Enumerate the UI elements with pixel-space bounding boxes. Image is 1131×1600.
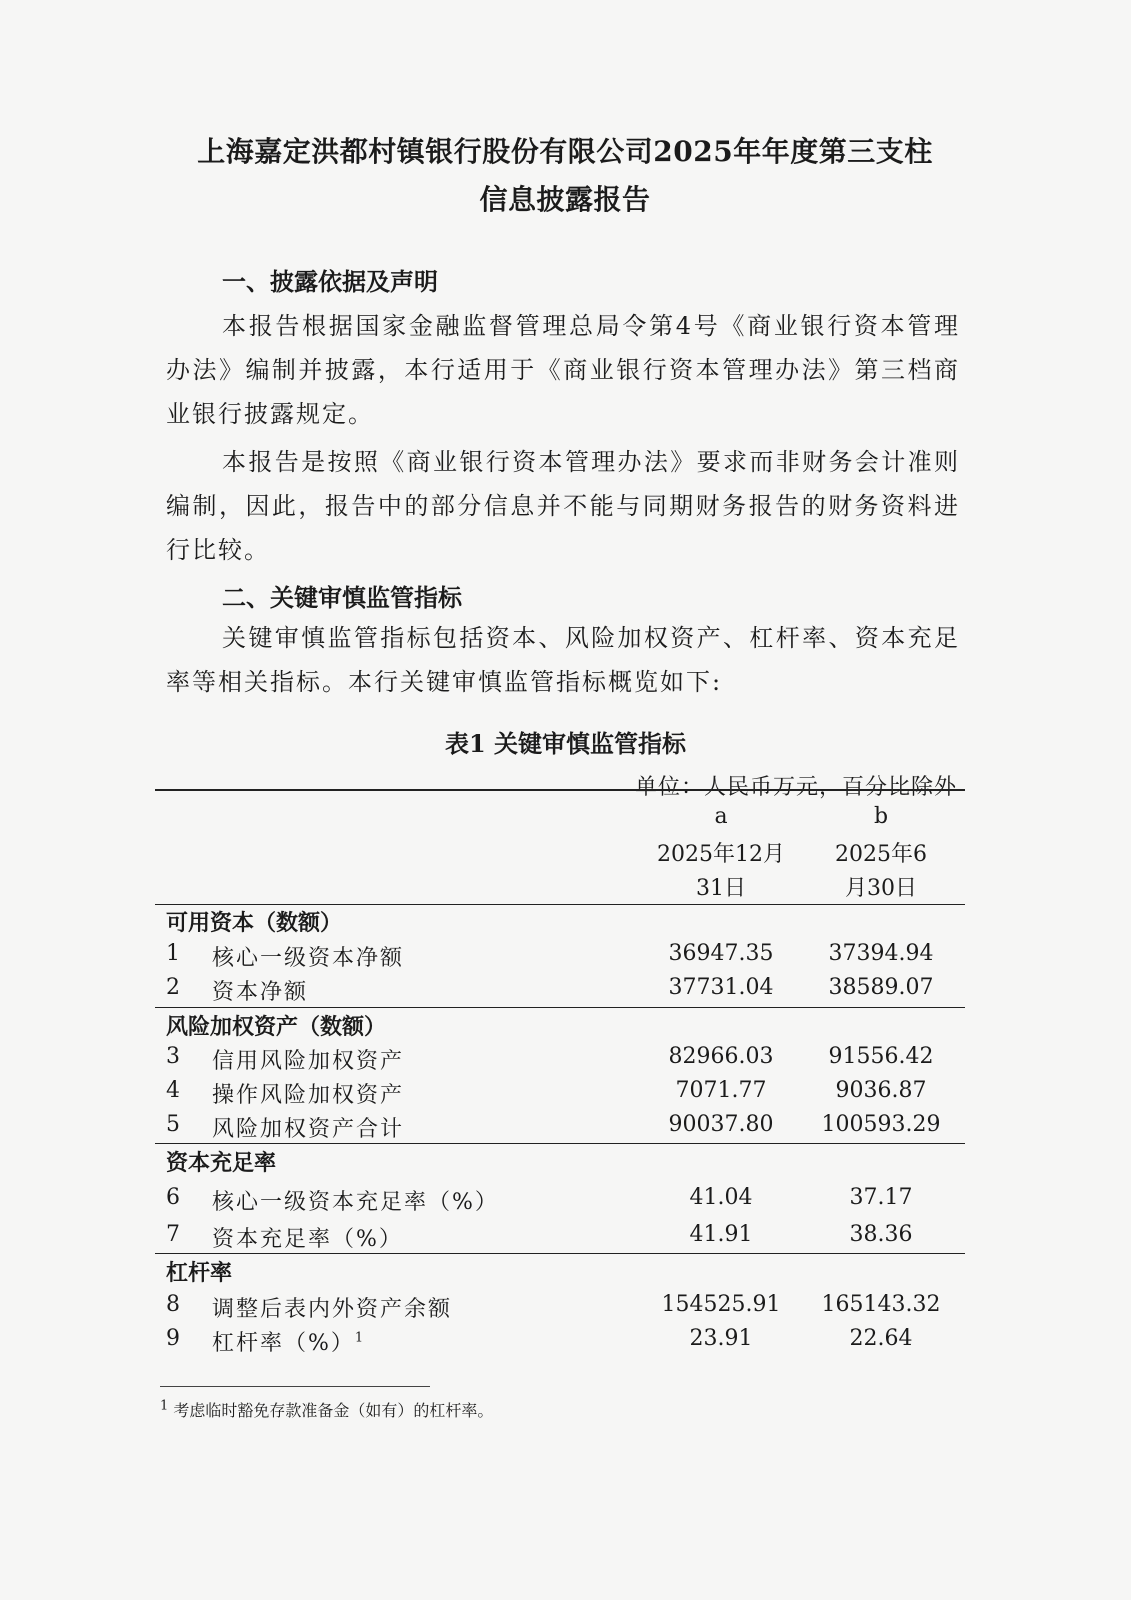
row-number: 1: [166, 941, 180, 966]
value-a: 37731.04: [668, 975, 774, 1000]
section2-paragraph1: 关键审慎监管指标包括资本、风险加权资产、杠杆率、资本充足率等相关指标。本行关键审慎监管指标概览如下:: [166, 624, 960, 696]
value-a: 41.91: [689, 1222, 753, 1247]
row-number: 7: [166, 1222, 180, 1247]
row-label: 信用风险加权资产: [212, 1049, 405, 1074]
row-number: 4: [166, 1078, 180, 1103]
value-b: 91556.42: [828, 1044, 934, 1069]
footnote: [160, 1398, 493, 1421]
row-number: 9: [166, 1326, 180, 1351]
column-a-date-line1: 2025年12月: [657, 842, 785, 867]
row-label: 杠杆率（%）: [212, 1331, 355, 1356]
footnote-text: 考虑临时豁免存款准备金（如有）的杠杆率。: [173, 1401, 494, 1420]
value-a: 41.04: [689, 1185, 753, 1210]
value-a: 23.91: [689, 1326, 753, 1351]
column-b-header: [806, 800, 956, 906]
column-b-date-line1: 2025年6: [835, 842, 927, 867]
row-label: 核心一级资本充足率（%）: [212, 1190, 499, 1215]
section-rule-2: [155, 1143, 965, 1144]
value-b: 37.17: [849, 1185, 913, 1210]
value-a: 90037.80: [668, 1112, 774, 1137]
section-rule-3: [155, 1253, 965, 1254]
column-b-letter: b: [873, 804, 889, 829]
row-number: 5: [166, 1112, 180, 1137]
value-a: 7071.77: [675, 1078, 767, 1103]
row-number: 8: [166, 1292, 180, 1317]
report-title: [140, 128, 990, 224]
section-capital-adequacy: 资本充足率: [166, 1150, 277, 1176]
table-title: 表1 关键审慎监管指标: [444, 729, 687, 758]
section2-heading: 二、关键审慎监管指标: [222, 583, 462, 612]
row-label: 调整后表内外资产余额: [212, 1297, 453, 1322]
value-b: 9036.87: [835, 1078, 927, 1103]
value-b: 37394.94: [828, 941, 934, 966]
row-label: 操作风险加权资产: [212, 1083, 405, 1108]
column-a-header: [646, 800, 796, 906]
row-number: 6: [166, 1185, 180, 1210]
column-a-date-line2: 31日: [696, 876, 746, 901]
row-label: 核心一级资本净额: [212, 946, 405, 971]
value-b: 38589.07: [828, 975, 934, 1000]
section1-paragraph2: 本报告是按照《商业银行资本管理办法》要求而非财务会计准则编制，因此，报告中的部分信息并不能与同期财务报告的财务资料进行比较。: [166, 448, 960, 564]
row-number: 3: [166, 1044, 180, 1069]
value-a: 154525.91: [661, 1292, 781, 1317]
table-unit-note: 单位：人民币万元，百分比除外: [634, 775, 957, 800]
row-label-with-footnote: [212, 1326, 365, 1357]
value-b: 165143.32: [821, 1292, 941, 1317]
column-a-letter: a: [714, 804, 728, 829]
row-label: 资本净额: [212, 980, 309, 1005]
report-title-line1: 上海嘉定洪都村镇银行股份有限公司2025年年度第三支柱: [197, 135, 933, 168]
value-a: 36947.35: [668, 941, 774, 966]
footnote-number: 1: [160, 1398, 169, 1414]
section-rule-1: [155, 1007, 965, 1008]
value-b: 38.36: [849, 1222, 913, 1247]
section1-paragraph1: 本报告根据国家金融监督管理总局令第4号《商业银行资本管理办法》编制并披露，本行适用于《商业银行资本管理办法》第三档商业银行披露规定。: [166, 312, 960, 428]
table-top-rule: [155, 789, 965, 791]
section-risk-weighted-assets: 风险加权资产（数额）: [166, 1014, 387, 1040]
section-available-capital: 可用资本（数额）: [166, 910, 343, 936]
value-b: 100593.29: [821, 1112, 941, 1137]
section1-heading: 一、披露依据及声明: [222, 267, 438, 296]
section-leverage: 杠杆率: [166, 1260, 233, 1286]
column-b-date-line2: 月30日: [845, 876, 917, 901]
footnote-marker: 1: [354, 1330, 366, 1346]
report-title-line2: 信息披露报告: [479, 183, 651, 216]
value-a: 82966.03: [668, 1044, 774, 1069]
footnote-divider: [160, 1386, 430, 1387]
row-label: 风险加权资产合计: [212, 1117, 405, 1142]
row-label: 资本充足率（%）: [212, 1227, 403, 1252]
row-number: 2: [166, 975, 180, 1000]
value-b: 22.64: [849, 1326, 913, 1351]
